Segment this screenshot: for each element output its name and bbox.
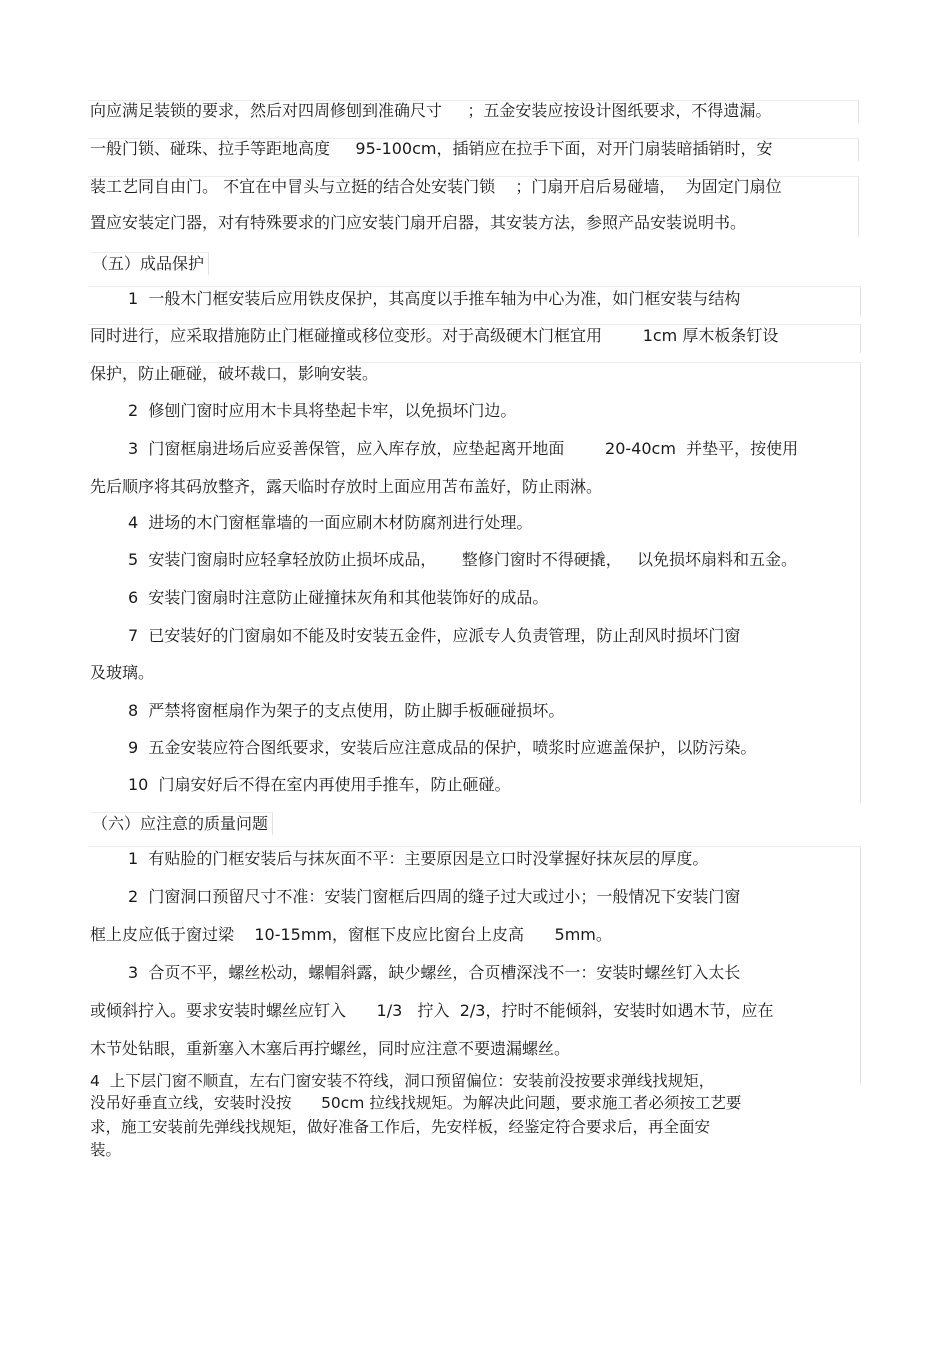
- text-line: 装工艺同自由门。 不宜在中冒头与立挺的结合处安装门锁 ；门扇开启后易碰墙， 为固定门扇位: [90, 177, 782, 196]
- text-line: 4 进场的木门窗框靠墙的一面应刷木材防腐剂进行处理。: [128, 513, 533, 532]
- text-line: 置应安装定门器，对有特殊要求的门应安装门扇开启器，其安装方法，参照产品安装说明书。: [90, 213, 747, 232]
- text-line: 2 修刨门窗时应用木卡具将垫起卡牢，以免损坏门边。: [128, 401, 517, 420]
- text-line: 1 有贴脸的门框安装后与抹灰面不平：主要原因是立口时没掌握好抹灰层的厚度。: [128, 849, 709, 868]
- text-line: 1 一般木门框安装后应用铁皮保护，其高度以手推车轴为中心为准，如门框安装与结构: [128, 289, 741, 308]
- text-line: 10 门扇安好后不得在室内再使用手推车，防止砸碰。: [128, 775, 511, 794]
- text-line: 4 上下层门窗不顺直，左右门窗安装不符线，洞口预留偏位：安装前没按要求弹线找规矩，: [90, 1072, 715, 1090]
- text-line: 2 门窗洞口预留尺寸不准：安装门窗框后四周的缝子过大或过小；一般情况下安装门窗: [128, 887, 741, 906]
- text-line: 7 已安装好的门窗扇如不能及时安装五金件，应派专人负责管理，防止刮风时损坏门窗: [128, 626, 741, 645]
- text-line: 求，施工安装前先弹线找规矩，做好准备工作后，先安样板，经鉴定符合要求后，再全面安: [90, 1118, 711, 1136]
- text-line: 木节处钻眼，重新塞入木塞后再拧螺丝，同时应注意不要遗漏螺丝。: [90, 1039, 571, 1058]
- section-heading-5: （五）成品保护: [90, 252, 209, 275]
- text-line: 先后顺序将其码放整齐，露天临时存放时上面应用苫布盖好，防止雨淋。: [90, 477, 603, 496]
- text-line: 一般门锁、碰珠、拉手等距地高度 95-100cm，插销应在拉手下面，对开门扇装暗插销时，安: [90, 139, 773, 158]
- text-line: 3 门窗框扇进场后应妥善保管，应入库存放，应垫起离开地面 20-40cm 并垫平，按使用: [128, 439, 799, 458]
- text-line: 保护，防止砸碰，破坏裁口，影响安装。: [90, 364, 379, 383]
- text-line: 装。: [90, 1141, 122, 1159]
- text-line: 向应满足装锁的要求，然后对四周修刨到准确尺寸 ；五金安装应按设计图纸要求，不得遗漏。: [90, 101, 772, 120]
- text-line: 同时进行，应采取措施防止门框碰撞或移位变形。对于高级硬木门框宜用 1cm 厚木板条钉设: [90, 326, 779, 345]
- text-line: 3 合页不平，螺丝松动，螺帽斜露，缺少螺丝，合页槽深浅不一：安装时螺丝钉入太长: [128, 963, 741, 982]
- text-line: 没吊好垂直立线，安装时没按 50cm 拉线找规矩。为解决此问题，要求施工者必须按工艺要: [90, 1094, 742, 1112]
- text-line: 及玻璃。: [90, 663, 155, 682]
- text-line: 或倾斜拧入。要求安装时螺丝应钉入 1/3 拧入 2/3，拧时不能倾斜，安装时如遇木节，应在: [90, 1001, 774, 1020]
- text-line: 5 安装门窗扇时应轻拿轻放防止损坏成品， 整修门窗时不得硬撬， 以免损坏扇料和五金。: [128, 550, 798, 569]
- scan-box: [88, 362, 861, 803]
- text-line: 8 严禁将窗框扇作为架子的支点使用，防止脚手板砸碰损坏。: [128, 701, 565, 720]
- text-line: 框上皮应低于窗过梁 10-15mm，窗框下皮应比窗台上皮高 5mm。: [90, 925, 612, 944]
- text-line: 9 五金安装应符合图纸要求，安装后应注意成品的保护，喷浆时应遮盖保护，以防污染。: [128, 738, 757, 757]
- text-line: 6 安装门窗扇时注意防止碰撞抹灰角和其他装饰好的成品。: [128, 588, 549, 607]
- section-heading-6: （六）应注意的质量问题: [90, 812, 273, 835]
